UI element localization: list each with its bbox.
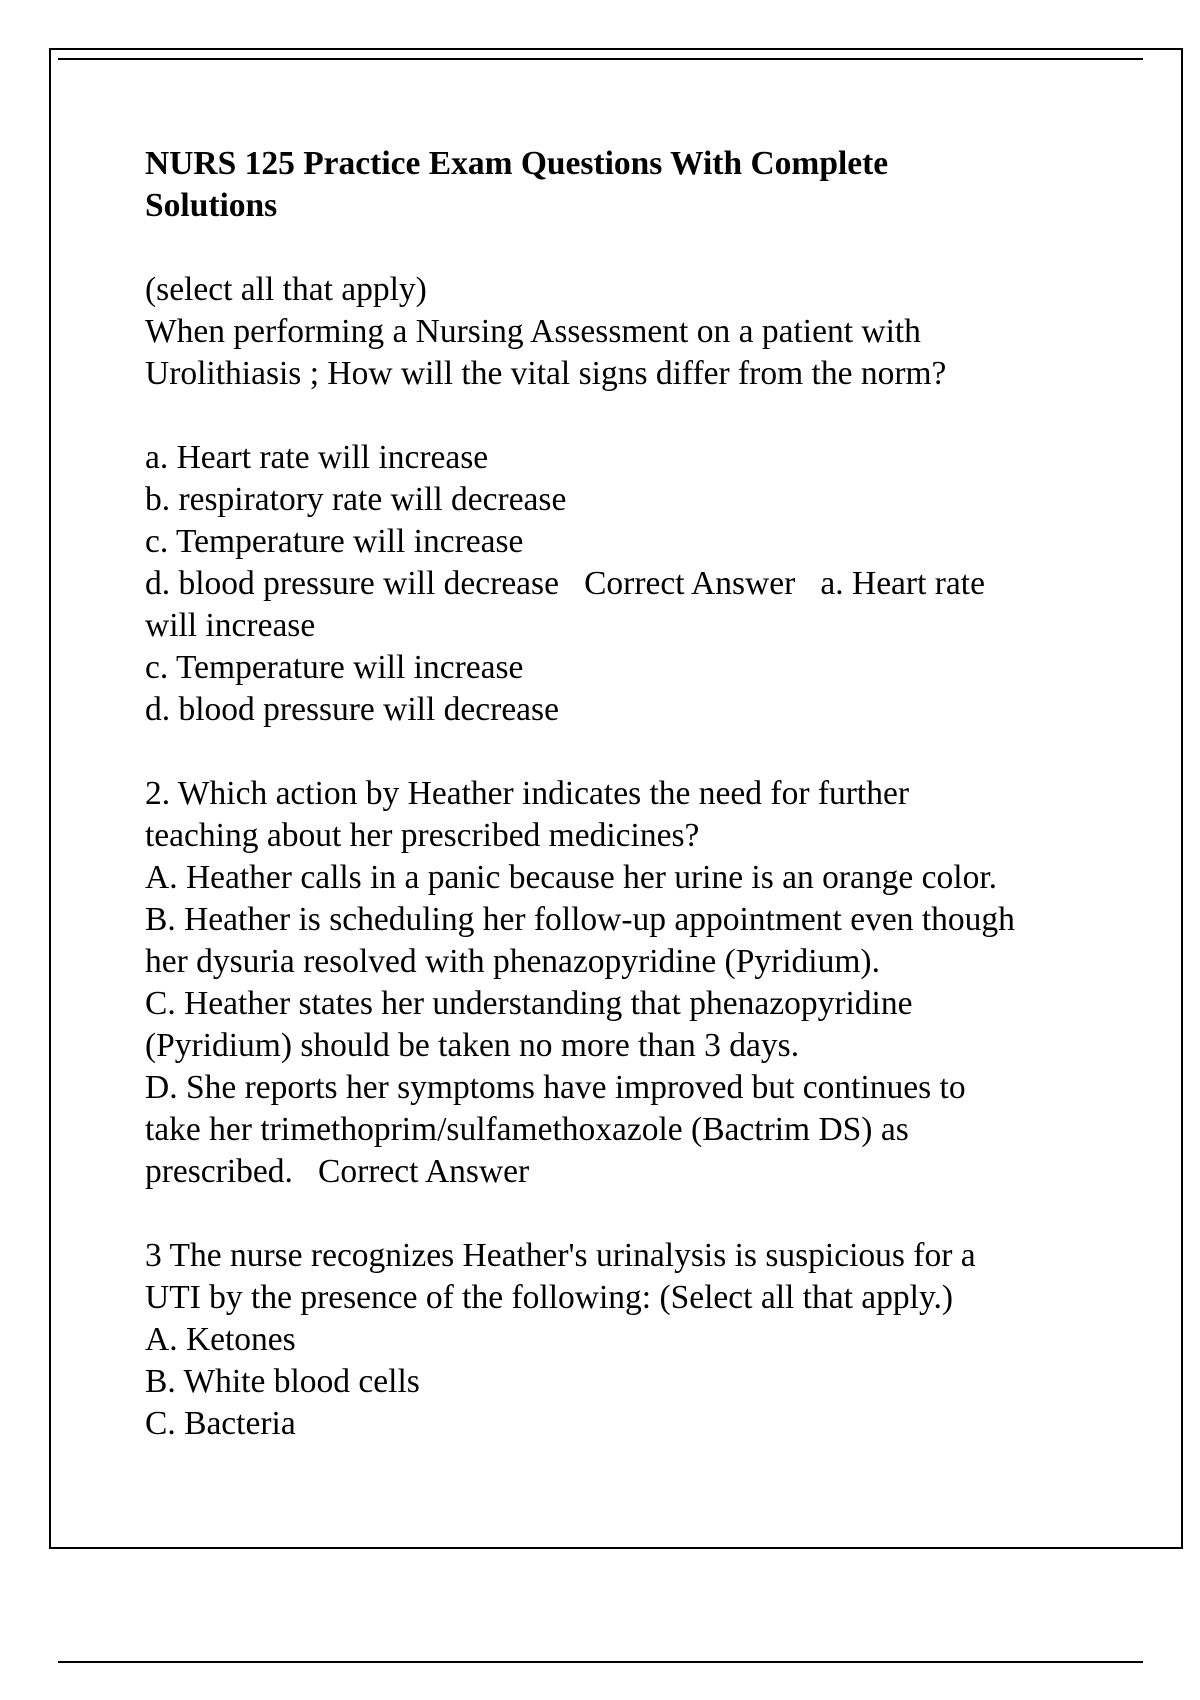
question-2-option-d-line-1: D. She reports her symptoms have improved but continues to — [145, 1069, 966, 1106]
question-1-option-c: c. Temperature will increase — [145, 523, 524, 560]
document-title: NURS 125 Practice Exam Questions With Complete Solutions — [145, 145, 889, 224]
question-1-answer-c: c. Temperature will increase — [145, 649, 524, 686]
question-3-prompt-line-2: UTI by the presence of the following: (Select all that apply.) — [145, 1279, 954, 1316]
question-2-option-d-line-2: take her trimethoprim/sulfamethoxazole (Bactrim DS) as — [145, 1111, 909, 1148]
question-3-option-c: C. Bacteria — [145, 1405, 296, 1442]
question-2 — [145, 773, 1105, 1193]
question-2-option-b-line-1: B. Heather is scheduling her follow-up appointment even though — [145, 901, 1015, 938]
question-2-option-c-line-1: C. Heather states her understanding that phenazopyridine — [145, 985, 913, 1022]
question-2-option-c-line-2: (Pyridium) should be taken no more than 3 days. — [145, 1027, 800, 1064]
question-2-option-a: A. Heather calls in a panic because her urine is an orange color. — [145, 859, 998, 896]
question-3-prompt-line-1: 3 The nurse recognizes Heather's urinalysis is suspicious for a — [145, 1237, 976, 1274]
question-2-option-b-line-2: her dysuria resolved with phenazopyridine (Pyridium). — [145, 943, 880, 980]
question-3-option-a: A. Ketones — [145, 1321, 296, 1358]
question-1-answer-continued: will increase — [145, 607, 316, 644]
question-2-prompt-line-1: 2. Which action by Heather indicates the need for further — [145, 775, 909, 812]
question-1-prompt-line-2: Urolithiasis ; How will the vital signs differ from the norm? — [145, 355, 947, 392]
question-1-instruction: (select all that apply) — [145, 271, 427, 308]
bottom-rule — [58, 1661, 1143, 1663]
question-1 — [145, 269, 1105, 395]
top-rule — [58, 58, 1143, 60]
question-2-option-d-line-3: prescribed. Correct Answer — [145, 1153, 530, 1190]
question-1-prompt-line-1: When performing a Nursing Assessment on a patient with — [145, 313, 921, 350]
question-1-options — [145, 437, 1105, 731]
question-1-option-a: a. Heart rate will increase — [145, 439, 489, 476]
question-2-prompt-line-2: teaching about her prescribed medicines? — [145, 817, 700, 854]
question-1-answer-d: d. blood pressure will decrease — [145, 691, 559, 728]
question-1-option-b: b. respiratory rate will decrease — [145, 481, 567, 518]
document-body — [145, 143, 1105, 1445]
question-3-option-b: B. White blood cells — [145, 1363, 420, 1400]
question-1-option-d-with-answer: d. blood pressure will decrease Correct Answer a. Heart rate — [145, 565, 985, 602]
question-3 — [145, 1235, 1105, 1445]
